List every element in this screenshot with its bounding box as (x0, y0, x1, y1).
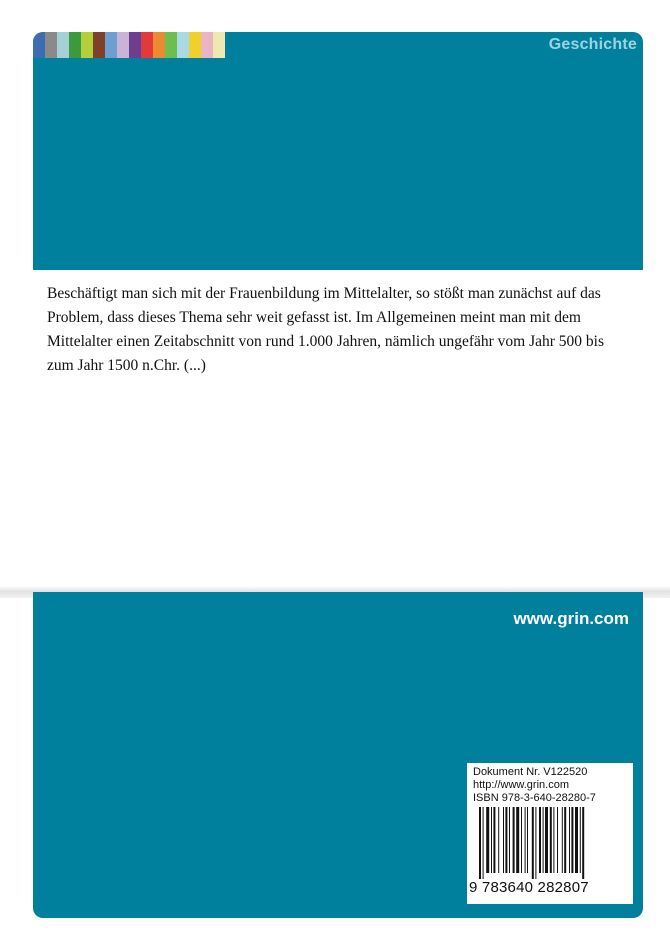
barcode-bar (571, 807, 573, 873)
barcode-bar (545, 807, 548, 873)
color-swatch (93, 32, 105, 58)
barcode-digits: 9 783640 282807 (469, 879, 589, 896)
barcode-bar (569, 807, 570, 873)
barcode-bar (498, 807, 499, 873)
color-swatch (213, 32, 225, 58)
isbn-box (467, 763, 633, 904)
barcode-bar (486, 807, 489, 873)
barcode-bar (505, 807, 507, 873)
barcode-bar (525, 807, 526, 873)
color-swatch (129, 32, 141, 58)
barcode-bar (516, 807, 519, 873)
color-swatch (33, 32, 45, 58)
barcode-bar (553, 807, 554, 873)
barcode-bar (483, 807, 484, 879)
barcode-bar (543, 807, 544, 873)
color-swatch (69, 32, 81, 58)
barcode-bar (564, 807, 566, 873)
top-color-band (33, 32, 643, 270)
color-swatch (57, 32, 69, 58)
publisher-url: www.grin.com (513, 609, 629, 628)
isbn-info (473, 766, 596, 805)
color-swatch (117, 32, 129, 58)
color-swatch (177, 32, 189, 58)
barcode-graphic (479, 807, 625, 879)
barcode-bar (479, 807, 481, 879)
isbn-number: ISBN 978-3-640-28280-7 (473, 792, 596, 804)
document-url: http://www.grin.com (473, 779, 569, 791)
abstract-text: Beschäftigt man sich mit der Frauenbildung im Mittelalter, so stößt man zunächst auf das Problem, dass dieses Thema sehr weit gefasst ist. Im Allgemeinen meint man mit dem Mittelalter einen Zeitabschnitt von rund 1.000 Jahren, nämlich ungefähr vom Jahr 500 bis zum Jahr 1500 n.Chr. (...) (47, 285, 605, 374)
barcode-bar (509, 807, 510, 873)
color-strip (33, 32, 225, 58)
barcode-bar (527, 807, 528, 873)
document-number: Dokument Nr. V122520 (473, 766, 588, 778)
barcode-bar (582, 807, 584, 879)
color-swatch (81, 32, 93, 58)
barcode-bar (513, 807, 515, 873)
barcode-bar (550, 807, 552, 873)
barcode-bar (575, 807, 578, 873)
color-swatch (201, 32, 213, 58)
barcode-bar (493, 807, 495, 873)
barcode-bar (521, 807, 522, 873)
barcode-bar (580, 807, 581, 873)
color-swatch (153, 32, 165, 58)
barcode-bar (562, 807, 563, 873)
barcode-bar (557, 807, 558, 873)
color-swatch (165, 32, 177, 58)
color-swatch (189, 32, 201, 58)
barcode-bar (491, 807, 492, 873)
barcode-bar (539, 807, 541, 873)
color-swatch (45, 32, 57, 58)
bottom-color-band (33, 592, 643, 918)
barcode-bar (535, 807, 536, 879)
category-label: Geschichte (548, 36, 637, 53)
color-swatch (105, 32, 117, 58)
barcode-bar (503, 807, 504, 873)
color-swatch (141, 32, 153, 58)
barcode-bar (532, 807, 534, 879)
